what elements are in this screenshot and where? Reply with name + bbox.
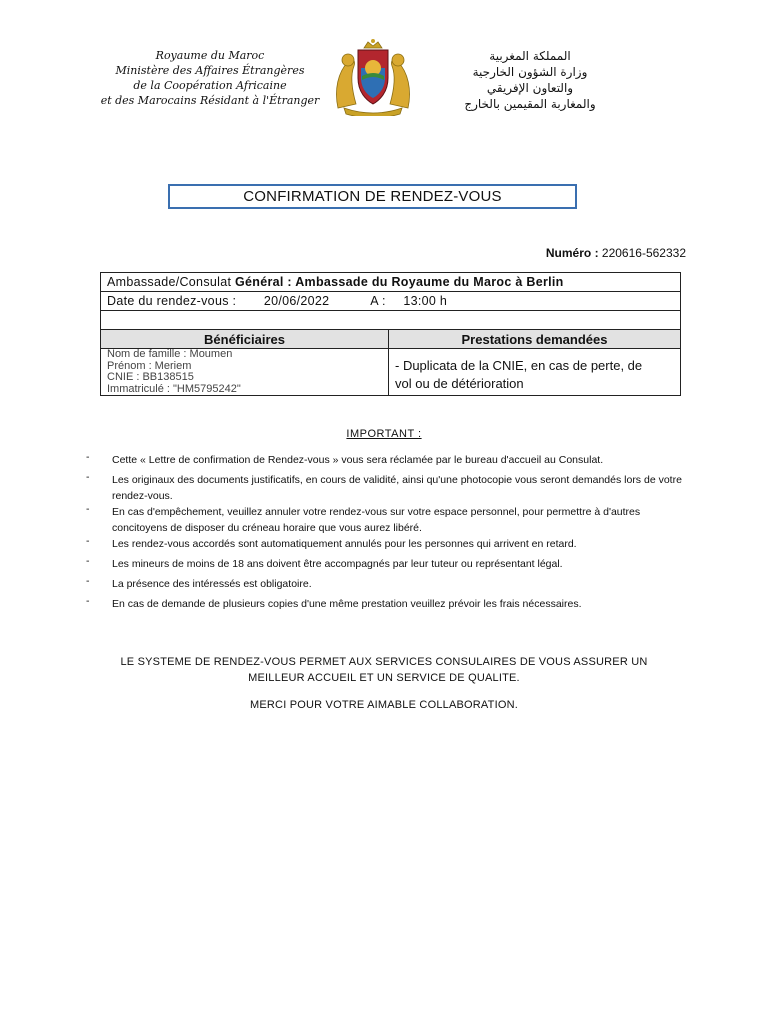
list-item: - Les mineurs de moins de 18 ans doivent être accompagnés par leur tuteur ou représentant légal. xyxy=(86,555,563,570)
closing-statement xyxy=(0,654,768,686)
spacer-row xyxy=(101,311,681,330)
numero-label: Numéro : xyxy=(545,246,599,260)
beneficiary-first-name: Prénom : Meriem xyxy=(107,359,192,372)
note-text: Les originaux des documents justificatifs, en cours de validité, ainsi qu'une photocopie vous seront demandés lors de votre rendez-vous. xyxy=(112,474,682,502)
note-text: La présence des intéressés est obligatoire. xyxy=(112,578,312,590)
ministry-line-arabic: والمغاربة المقيمين بالخارج xyxy=(464,97,596,111)
table-header-row xyxy=(101,330,681,349)
ministry-name-arabic xyxy=(440,48,620,112)
ministry-line: de la Coopération Africaine xyxy=(133,79,287,92)
appointment-table xyxy=(100,272,681,396)
ministry-line-arabic: والتعاون الإفريقي xyxy=(486,81,574,95)
column-header-prestations: Prestations demandées xyxy=(389,330,681,349)
list-item: - En cas d'empêchement, veuillez annuler votre rendez-vous sur votre espace personnel, pour permettre à d'autres concitoyens de disposer du créneau horaire que vous aurez libéré. xyxy=(86,503,641,534)
note-text: En cas d'empêchement, veuillez annuler votre rendez-vous sur votre espace personnel, pour permettre à d'autres concitoyens de disposer du créneau horaire que vous aurez libéré. xyxy=(112,506,641,534)
beneficiary-cnie: CNIE : BB138515 xyxy=(107,371,194,383)
column-header-beneficiaires: Bénéficiaires xyxy=(101,330,389,349)
note-text: Les rendez-vous accordés sont automatiquement annulés pour les personnes qui arrivent en retard. xyxy=(112,538,577,550)
important-heading: IMPORTANT : xyxy=(346,428,422,440)
embassy-row xyxy=(101,273,681,292)
closing-thanks: MERCI POUR VOTRE AIMABLE COLLABORATION. xyxy=(250,699,518,711)
ministry-line-arabic: المملكة المغربية xyxy=(489,49,571,63)
ministry-line-arabic: وزارة الشؤون الخارجية xyxy=(472,65,588,79)
date-label: Date du rendez-vous : xyxy=(107,294,237,308)
ministry-line: et des Marocains Résidant à l'Étranger xyxy=(100,94,320,107)
date-row xyxy=(101,292,681,311)
time-value: 13:00 h xyxy=(403,294,448,308)
time-label: A : xyxy=(370,294,386,308)
numero-value: 220616-562332 xyxy=(601,246,686,260)
list-item: - Les rendez-vous accordés sont automatiquement annulés pour les personnes qui arrivent en retard. xyxy=(86,535,577,550)
beneficiary-registration: Immatriculé : "HM5795242" xyxy=(107,382,241,395)
confirmation-number xyxy=(546,246,686,260)
ministry-line: Ministère des Affaires Étrangères xyxy=(115,64,305,77)
requested-service xyxy=(389,349,681,396)
important-notes-list xyxy=(86,452,696,612)
beneficiary-family-name: Nom de famille : Moumen xyxy=(107,348,233,360)
coat-of-arms-icon xyxy=(330,38,416,116)
list-item: - Les originaux des documents justificatifs, en cours de validité, ainsi qu'une photocopie vous seront demandés lors de votre rendez-vous. xyxy=(86,471,682,502)
closing-line: MEILLEUR ACCUEIL ET UN SERVICE DE QUALITE. xyxy=(248,672,520,684)
embassy-label: Ambassade/Consulat xyxy=(107,275,232,289)
list-item: - Cette « Lettre de confirmation de Rendez-vous » vous sera réclamée par le bureau d'accueil au Consulat. xyxy=(86,451,604,466)
list-item: - La présence des intéressés est obligatoire. xyxy=(86,575,312,590)
service-line: - Duplicata de la CNIE, en cas de perte, de xyxy=(395,358,643,373)
service-line: vol ou de détérioration xyxy=(395,376,524,391)
embassy-value: Général : Ambassade du Royaume du Maroc à Berlin xyxy=(235,275,564,289)
document-title: CONFIRMATION DE RENDEZ-VOUS xyxy=(168,184,577,209)
note-text: Cette « Lettre de confirmation de Rendez-vous » vous sera réclamée par le bureau d'accueil au Consulat. xyxy=(112,454,604,466)
ministry-line: Royaume du Maroc xyxy=(155,49,265,62)
note-text: En cas de demande de plusieurs copies d'une même prestation veuillez prévoir les frais nécessaires. xyxy=(112,598,582,610)
closing-line: LE SYSTEME DE RENDEZ-VOUS PERMET AUX SERVICES CONSULAIRES DE VOUS ASSURER UN xyxy=(120,656,648,668)
ministry-name-french xyxy=(100,48,320,108)
list-item: - En cas de demande de plusieurs copies d'une même prestation veuillez prévoir les frais nécessaires. xyxy=(86,595,582,610)
note-text: Les mineurs de moins de 18 ans doivent être accompagnés par leur tuteur ou représentant légal. xyxy=(112,558,563,570)
beneficiary-row xyxy=(101,349,681,396)
beneficiary-details xyxy=(101,349,389,396)
date-value: 20/06/2022 xyxy=(263,294,330,308)
